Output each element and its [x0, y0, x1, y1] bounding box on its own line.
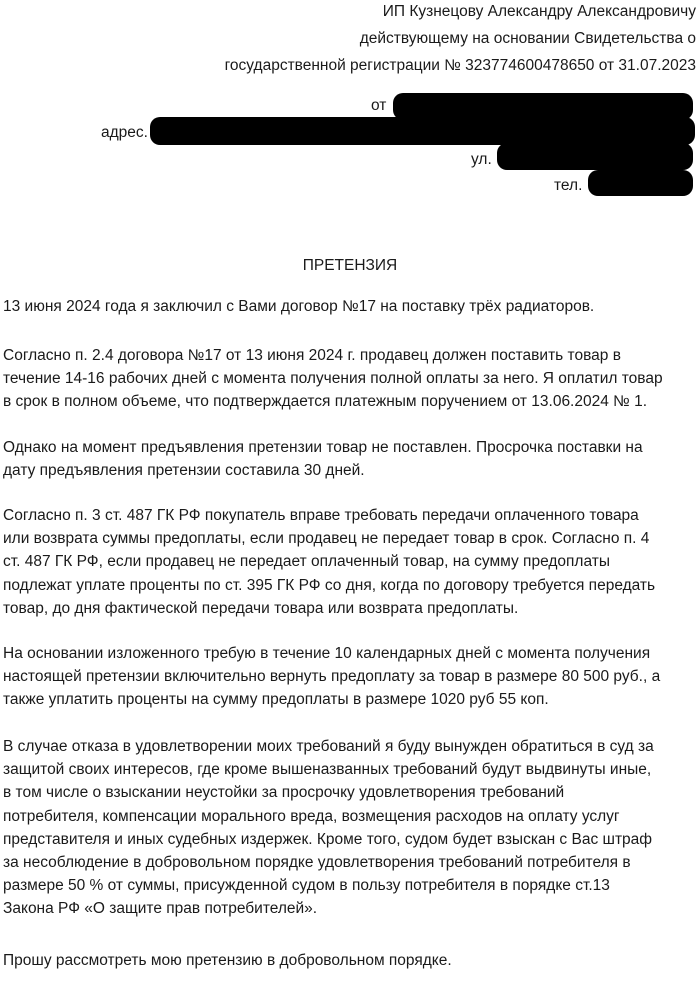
redacted-address — [150, 117, 695, 145]
paragraph-contract: 13 июня 2024 года я заключил с Вами договор №17 на поставку трёх радиаторов. — [3, 298, 595, 315]
redacted-street — [497, 143, 693, 170]
paragraph-demand: На основании изложенного требую в течение 10 календарных дней с момента получения настоящей претензии включительно вернуть предоплату за товар в размере 80 500 руб., а также уплатить проценты на сумму предоплаты в размере 1020 руб 55 коп. — [3, 645, 661, 709]
phone-label: тел. — [554, 177, 583, 194]
addressee-line-1: ИП Кузнецову Александру Александровичу — [382, 3, 696, 20]
paragraph-delay: Однако на момент предъявления претензии товар не поставлен. Просрочка поставки на дату предъявления претензии составила 30 дней. — [3, 439, 643, 480]
paragraph-court-warning: В случае отказа в удовлетворении моих требований я буду вынужден обратиться в суд за защитой своих интересов, где кроме вышеназванных требований будут выдвинуты иные, в том числе о взыскании неустойки за просрочку удовлетворения требований потребителя, компенсации морального вреда, возмещения расходов на оплату услуг представителя и иных судебных издержек. Кроме того, судом будет взыскан с Вас штраф за несоблюдение в добровольном порядке удовлетворения требований потребителя в размере 50 % от суммы, присужденной судом в пользу потребителя в порядке ст.13 Закона РФ «О защите прав потребителей». — [3, 738, 654, 918]
addressee-line-3: государственной регистрации № 323774600478650 от 31.07.2023 — [224, 57, 696, 74]
paragraph-delivery-terms: Согласно п. 2.4 договора №17 от 13 июня 2024 г. продавец должен поставить товар в течение 14-16 рабочих дней с момента получения полной оплаты за него. Я оплатил товар в срок в полном объеме, что подтверждается платежным поручением от 13.06.2024 № 1. — [3, 347, 663, 411]
redacted-phone — [588, 170, 693, 196]
street-label: ул. — [471, 151, 492, 168]
document-title: ПРЕТЕНЗИЯ — [302, 257, 398, 274]
from-label: от — [371, 97, 387, 114]
address-label: адрес. — [101, 124, 148, 141]
paragraph-request: Прошу рассмотреть мою претензию в добровольном порядке. — [3, 952, 452, 969]
addressee-line-2: действующему на основании Свидетельства о — [359, 30, 696, 47]
paragraph-legal-basis: Согласно п. 3 ст. 487 ГК РФ покупатель вправе требовать передачи оплаченного товара или возврата суммы предоплаты, если продавец не передает товар в срок. Согласно п. 4 ст. 487 ГК РФ, если продавец не передает оплаченный товар, на сумму предоплаты подлежат уплате проценты по ст. 395 ГК РФ со дня, когда по договору требуется передать товар, до дня фактической передачи товара или возврата предоплаты. — [3, 507, 656, 617]
redacted-sender-name — [393, 93, 693, 120]
